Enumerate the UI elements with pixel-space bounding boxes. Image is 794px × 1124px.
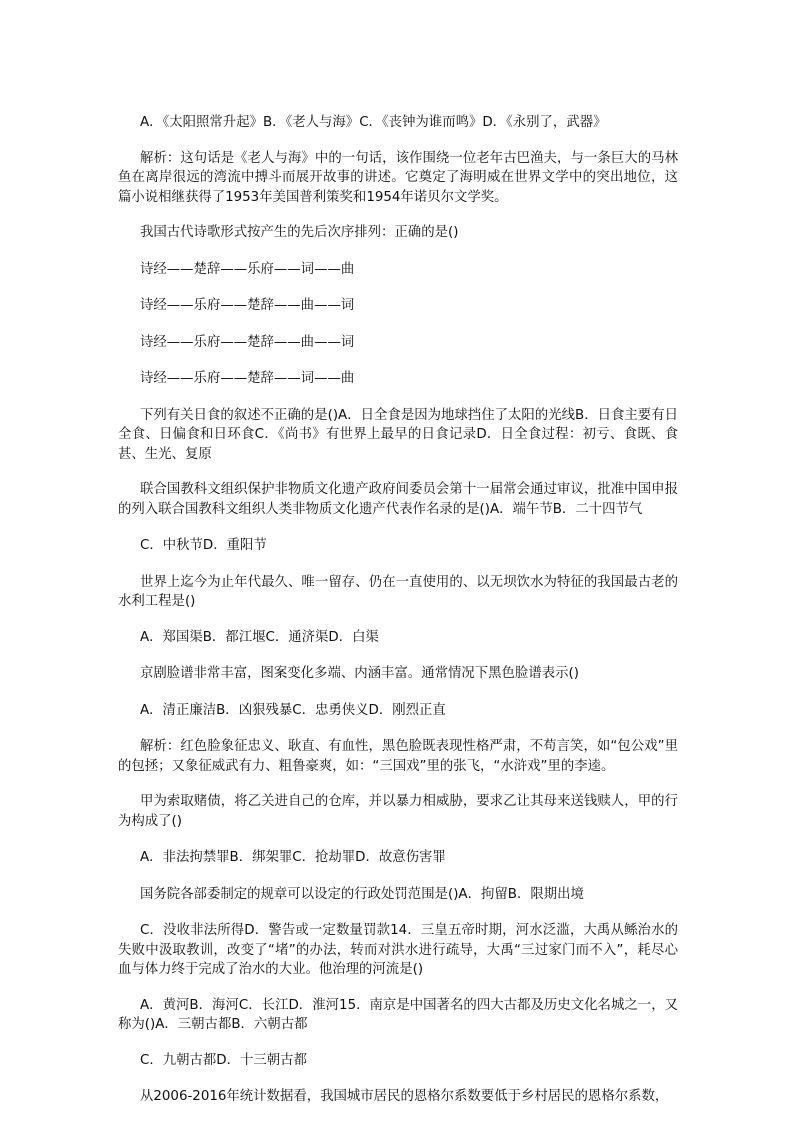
question-paragraph: 我国古代诗歌形式按产生的先后次序排列：正确的是() <box>140 225 459 240</box>
option-line: A．郑国渠B．都江堰C．通济渠D．白渠 <box>140 629 379 645</box>
document-body <box>118 113 678 1124</box>
question-paragraph: 联合国教科文组织保护非物质文化遗产政府间委员会第十一届常会通过审议，批准中国申报的列入联合国教科文组织人类非物质文化遗产代表作名录的是()A．端午节B．二十四节气 <box>118 482 678 517</box>
option-line: A．清正廉洁B．凶狠残暴C．忠勇侠义D．刚烈正直 <box>140 702 446 718</box>
option-line: 诗经——乐府——楚辞——曲——词 <box>140 298 355 313</box>
option-line: 诗经——乐府——楚辞——词——曲 <box>140 371 355 386</box>
option-line: C．九朝古都D．十三朝古都 <box>140 1052 307 1068</box>
question-paragraph: C．没收非法所得D．警告或一定数量罚款14．三皇五帝时期，河水泛滥，大禹从鲧治水的失败中汲取教训，改变了“堵”的办法，转而对洪水进行疏导，大禹“三过家门而不入”，耗尽心血与体力终于完成了治水的大业。他治理的河流是() <box>118 923 678 977</box>
option-line: 诗经——楚辞——乐府——词——曲 <box>140 261 355 277</box>
question-paragraph: A．黄河B．海河C．长江D．淮河15．南京是中国著名的四大古都及历史文化名城之一，又称为()A．三朝古都B．六朝古都 <box>118 997 678 1032</box>
option-line: A．《太阳照常升起》B．《老人与海》C．《丧钟为谁而鸣》D．《永别了，武器》 <box>140 115 607 130</box>
question-paragraph: 京剧脸谱非常丰富，图案变化多端、内涵丰富。通常情况下黑色脸谱表示() <box>140 666 579 681</box>
option-line: A．非法拘禁罪B．绑架罪C．抢劫罪D．故意伤害罪 <box>140 850 446 865</box>
analysis-paragraph: 解析：红色脸象征忠义、耿直、有血性，黑色脸既表现性格严肃，不苟言笑，如“包公戏”里的包拯；又象征威武有力、粗鲁豪爽，如：“三国戏”里的张飞，“水浒戏”里的李逵。 <box>118 739 678 774</box>
option-line: 诗经——乐府——楚辞——曲——词 <box>140 334 355 350</box>
question-paragraph: 国务院各部委制定的规章可以设定的行政处罚范围是()A．拘留B．限期出境 <box>140 886 584 902</box>
question-paragraph: 从2006-2016年统计数据看，我国城市居民的恩格尔系数要低于乡村居民的恩格尔系数， <box>140 1089 669 1104</box>
analysis-paragraph: 解析：这句话是《老人与海》中的一句话，该作围绕一位老年古巴渔夫，与一条巨大的马林鱼在离岸很远的湾流中搏斗而展开故事的讲述。它奠定了海明威在世界文学中的突出地位，这篇小说相继获得了1953年美国普利策奖和1954年诺贝尔文学奖。 <box>118 150 678 205</box>
question-paragraph: 世界上迄今为止年代最久、唯一留存、仍在一直使用的、以无坝饮水为特征的我国最古老的水利工程是() <box>118 574 678 609</box>
option-line: C．中秋节D．重阳节 <box>140 538 267 553</box>
question-paragraph: 下列有关日食的叙述不正确的是()A．日全食是因为地球挡住了太阳的光线B．日食主要有日全食、日偏食和日环食C．《尚书》有世界上最早的日食记录D．日全食过程：初亏、食既、食甚、生光、复原 <box>118 407 678 462</box>
question-paragraph: 甲为索取赌债，将乙关进自己的仓库，并以暴力相威胁，要求乙让其母来送钱赎人，甲的行为构成了() <box>118 794 678 829</box>
